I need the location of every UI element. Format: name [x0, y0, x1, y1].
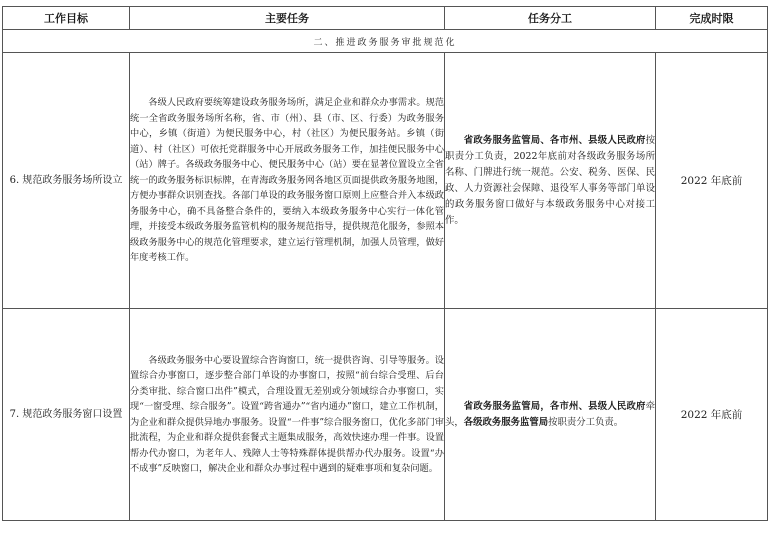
header-task: 主要任务: [130, 7, 445, 30]
row-goal: 6. 规范政务服务场所设立: [3, 53, 130, 309]
task-table: [2, 6, 768, 521]
header-goal: 工作目标: [3, 7, 130, 30]
row-task-text: 各级人民政府要统筹建设政务服务场所，满足企业和群众办事需求。规范统一全省政务服务场所名称，省、市（州）、县（市、区、行委）为政务服务中心，乡镇（街道）为便民服务中心，村（社区）为便民服务站。乡镇（街道）、村（社区）可依托党群服务中心开展政务服务工作，加挂便民服务中心（站）牌子。各级政务服务中心、便民服务中心（站）要在显著位置设立全省统一的政务服务标识标牌，在青海政务服务网各地区页面提供政务服务地图，方便办事群众识别查找。各部门单设的政务服务窗口原则上应整合并入本级政务服务中心，确不具备整合条件的，要纳入本级政务服务中心实行一体化管理，并接受本级政务服务监管机构的服务规范指导，提供规范化服务，参照本级政务服务中心的规范化管理要求，建立运行管理机制，加强人员管理，做好年度考核工作。: [130, 97, 444, 264]
division-text-2: 按职责分工负责。: [548, 416, 624, 428]
row-goal: 7. 规范政务服务窗口设置: [3, 309, 130, 521]
division-text: 按职责分工负责，2022年底前对各级政务服务场所名称、门牌进行统一规范。公安、税务、医保、民政、人力资源社会保障、退役军人事务等部门单设的政务服务窗口做好与本级政务服务中心对接工作。: [445, 134, 655, 226]
header-division: 任务分工: [445, 7, 656, 30]
row-deadline: 2022 年底前: [656, 309, 768, 521]
row-division: [445, 309, 656, 521]
division-responsible: 省政务服务监管局、各市州、县级人民政府: [463, 134, 646, 146]
table-row: [3, 309, 768, 521]
division-text: 牵头，: [445, 400, 655, 428]
section-title: 二、推进政务服务审批规范化: [3, 30, 768, 53]
row-task: [130, 53, 445, 309]
division-responsible: 各级政务服务监管局: [463, 416, 549, 428]
table-row: [3, 53, 768, 309]
header-deadline: 完成时限: [656, 7, 768, 30]
row-task-text: 各级政务服务中心要设置综合咨询窗口，统一提供咨询、引导等服务。设置综合办事窗口，逐步整合部门单设的办事窗口，按照“前台综合受理、后台分类审批、综合窗口出件”模式，合理设置无差别或分领域综合办事窗口，实现“一窗受理、综合服务”。设置“跨省通办”“省内通办”窗口，建立工作机制，为企业和群众提供异地办事服务。设置“一件事”综合服务窗口，优化多部门审批流程，为企业和群众提供套餐式主题集成服务，高效快速办理一件事。设置帮办代办窗口，为老年人、残障人士等特殊群体提供帮办代办服务。设置“办不成事”反映窗口，解决企业和群众办事过程中遇到的疑难事项和复杂问题。: [130, 354, 444, 474]
table-header-row: [3, 7, 768, 30]
row-task: [130, 309, 445, 521]
row-division: [445, 53, 656, 309]
row-deadline: 2022 年底前: [656, 53, 768, 309]
division-lead: 省政务服务监管局，各市州、县级人民政府: [463, 400, 646, 412]
section-row: [3, 30, 768, 53]
